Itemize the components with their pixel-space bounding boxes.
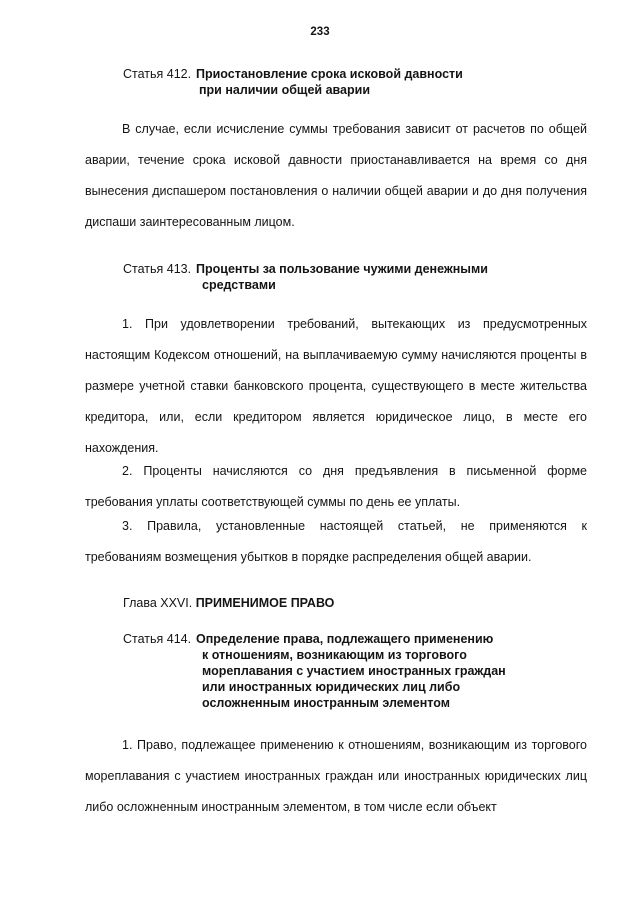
article-412-title — [196, 66, 463, 98]
article-414-lead: Статья 414. — [123, 632, 192, 646]
article-413-title — [196, 261, 488, 293]
article-414-title-line-2: к отношениям, возникающим из торгового — [202, 648, 467, 662]
article-412-title-line-1: Приостановление срока исковой давности — [196, 67, 463, 81]
article-412-lead: Статья 412. — [123, 67, 192, 81]
article-413-lead: Статья 413. — [123, 262, 192, 276]
article-413-paragraph-2: 2. Проценты начисляются со дня предъявления в письменной форме требования уплаты соответствующей суммы по день ее уплаты. — [85, 464, 587, 509]
article-414-title-line-1: Определение права, подлежащего применению — [196, 632, 494, 646]
article-412-paragraph: В случае, если исчисление суммы требования зависит от расчетов по общей аварии, течение срока исковой давности приостанавливается на время со дня вынесения диспашером постановления о наличии общей аварии и до дня получения диспаши заинтересованным лицом. — [85, 122, 587, 229]
article-414-title-line-3: мореплавания с участием иностранных граждан — [202, 664, 506, 678]
article-414-title — [196, 631, 506, 711]
article-414-title-line-4: или иностранных юридических лиц либо — [202, 680, 461, 694]
article-413-paragraph-1: 1. При удовлетворении требований, вытекающих из предусмотренных настоящим Кодексом отношений, на выплачиваемую сумму начисляются проценты в размере учетной ставки банковского процента, существующего в месте жительства кредитора, или, если кредитором является юридическое лицо, в месте его нахождения. — [85, 317, 587, 455]
chapter-title: ПРИМЕНИМОЕ ПРАВО — [195, 596, 335, 610]
article-413-title-line-1: Проценты за пользование чужими денежными — [196, 262, 488, 276]
page-number: 233 — [310, 26, 330, 38]
chapter-lead: Глава XXVI. — [123, 596, 193, 610]
article-412-title-line-2: при наличии общей аварии — [199, 83, 371, 97]
chapter-heading — [123, 596, 334, 610]
article-413-paragraph-3: 3. Правила, установленные настоящей статьей, не применяются к требованиям возмещения убытков в порядке распределения общей аварии. — [85, 519, 587, 564]
article-414-paragraph-1: 1. Право, подлежащее применению к отношениям, возникающим из торгового мореплавания с участием иностранных граждан или иностранных юридических лиц либо осложненным иностранным элементом, в том числе если объект — [85, 738, 587, 814]
article-414-title-line-5: осложненным иностранным элементом — [202, 696, 450, 710]
article-413-title-line-2: средствами — [202, 278, 276, 292]
